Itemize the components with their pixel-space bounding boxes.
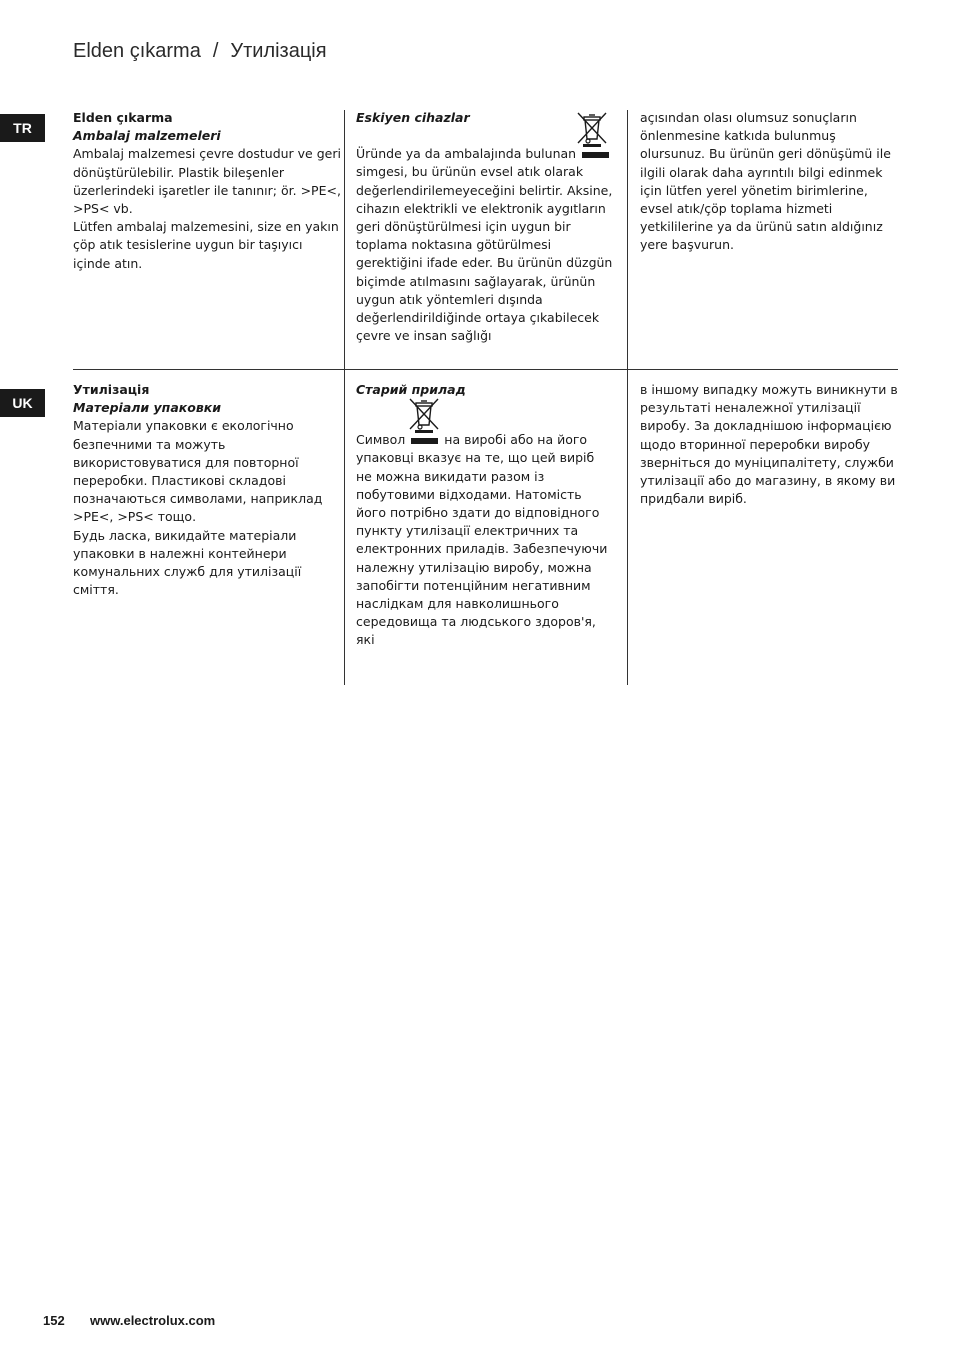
column-divider (627, 110, 628, 369)
uk-packaging-text-2: Будь ласка, викидайте матеріали упаковки в належні контейнери комунальних служб для утилізації сміття. (73, 527, 302, 598)
title-right: Утилізація (230, 40, 327, 62)
tr-old-appliances-text: Üründe ya da ambalajında bulunan simgesi, bu ürünün evsel atık olarak değerlendirilemeyeceğini belirtir. Aksine, cihazın elektrikli ve elektronik aygıtların geri dönüştürülmesi için uygun bir toplama noktasına götürülmesi gerektiğini ifade eder. Bu ürünün düzgün biçimde atılmasını sağlayarak, ürünün uygun atık yöntemleri dışında değerlendirildiğinde ortaya çıkabilecek çevre ve insan sağlığı (356, 146, 613, 344)
black-bar-icon (411, 438, 438, 444)
crossed-out-wheelie-bin-icon (408, 397, 440, 433)
tr-subheading: Ambalaj malzemeleri (73, 128, 221, 144)
uk-packaging-column (73, 381, 343, 599)
tr-continuation-text: açısından olası olumsuz sonuçların önlenmesine katkıda bulunmuş olursunuz. Bu ürünün geri dönüşümü ile ilgili olarak daha ayrıntılı bilgi edinmek için lütfen yerel yönetim birimlerine, evsel atık/çöp toplama hizmeti yetkililerine ya da ürünü satın aldığınız yere başvurun. (640, 110, 891, 253)
title-left: Elden çıkarma (73, 40, 201, 62)
black-bar-icon (582, 152, 609, 158)
tr-continuation-column (640, 109, 898, 255)
tr-old-appliances-heading: Eskiyen cihazlar (356, 110, 470, 125)
uk-continuation-column (640, 381, 898, 508)
uk-continuation-text: в іншому випадку можуть виникнути в результаті неналежної утилізації виробу. За докладнішою інформацією щодо вторинної переробки виробу зверніться до муніципалітету, служби утилізації або до магазину, в якому ви придбали виріб. (640, 382, 898, 507)
crossed-out-wheelie-bin-icon (576, 111, 608, 147)
uk-old-appliance-column (356, 381, 614, 650)
uk-old-appliance-text: Символ на виробі або на його упаковці вказує на те, що цей виріб не можна викидати разом із побутовими відходами. Натомість його потрібно здати до відповідного пункту утилізації електричних та електронних приладів. Забезпечуючи належну утилізацію виробу, можна запобігти потенційним негативним наслідкам для навколишнього середовища та людського здоров'я, які (356, 432, 608, 648)
tr-packaging-text-2: Lütfen ambalaj malzemesini, size en yakın çöp atık tesislerine uygun bir taşıyıcı içinde atın. (73, 219, 339, 271)
uk-subheading: Матеріали упаковки (73, 400, 221, 416)
section-divider (73, 369, 898, 370)
tr-packaging-text-1: Ambalaj malzemesi çevre dostudur ve geri dönüştürülebilir. Plastik bileşenler üzerlerindeki işaretler ile tanınır; ör. >PE<, >PS< vb. (73, 146, 341, 217)
page-title (73, 40, 327, 63)
tr-heading: Elden çıkarma (73, 110, 173, 125)
title-separator: / (212, 40, 219, 62)
uk-packaging-text-1: Матеріали упаковки є екологічно безпечними та можуть використовуватися для повторної переробки. Пластикові складові позначаються символами, наприклад >PE<, >PS< тощо. (73, 418, 323, 525)
page-number: 152 (43, 1313, 65, 1328)
language-tab-tr: TR (0, 114, 45, 142)
tr-packaging-column (73, 109, 343, 273)
column-divider (627, 370, 628, 685)
tr-old-appliances-column (356, 109, 614, 345)
uk-old-appliance-heading: Старий прилад (356, 382, 466, 397)
column-divider (344, 370, 345, 685)
website-link[interactable]: www.electrolux.com (90, 1313, 216, 1328)
column-divider (344, 110, 345, 369)
uk-heading: Утилізація (73, 382, 150, 397)
language-tab-uk: UK (0, 389, 45, 417)
